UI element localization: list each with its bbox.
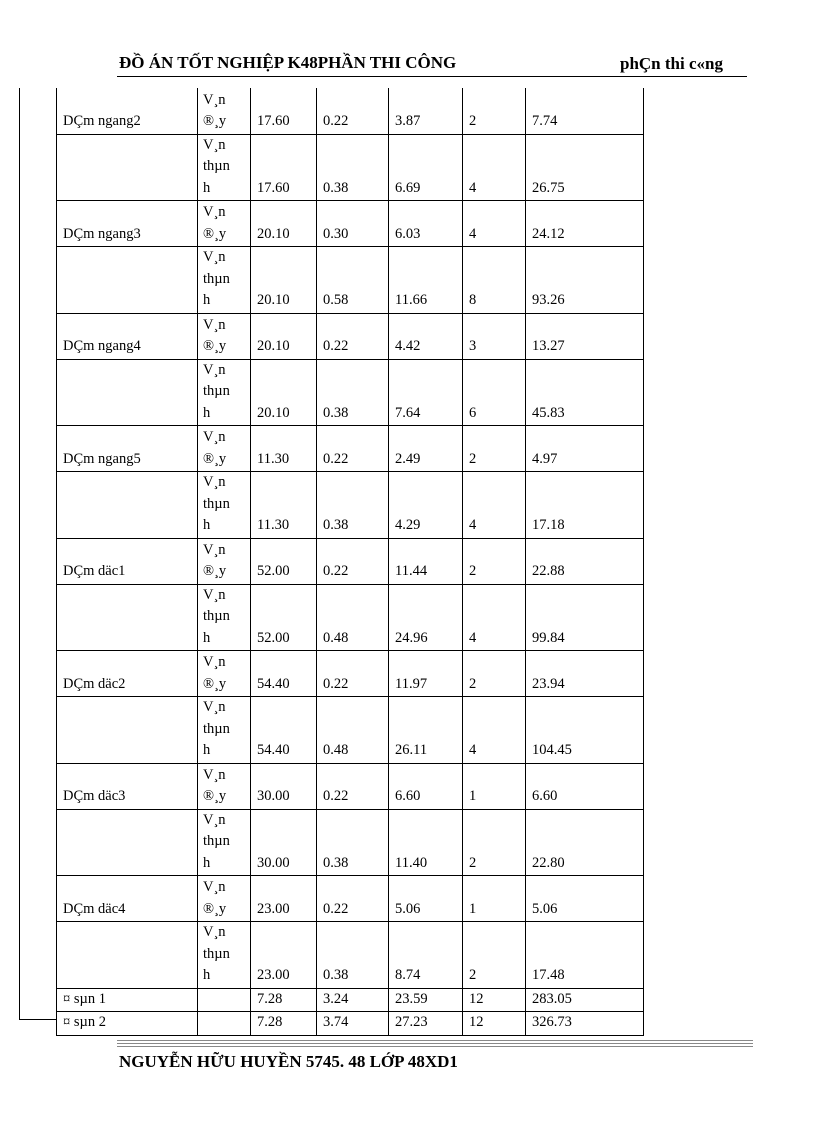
- cell-c5: 13.27: [526, 313, 644, 359]
- cell-element-name: DÇm däc1: [57, 538, 198, 584]
- cell-formwork-type: V¸n thµn h: [198, 134, 251, 201]
- cell-c4: 4: [463, 697, 526, 764]
- cell-c2: 0.38: [317, 359, 389, 426]
- cell-element-name: [57, 359, 198, 426]
- header-rule: [117, 76, 747, 77]
- cell-c2: 0.22: [317, 651, 389, 697]
- cell-c3: 6.69: [389, 134, 463, 201]
- cell-c4: 4: [463, 134, 526, 201]
- footer-rule: [117, 1043, 753, 1044]
- cell-c1: 17.60: [251, 134, 317, 201]
- cell-c1: 20.10: [251, 201, 317, 247]
- cell-c5: 104.45: [526, 697, 644, 764]
- cell-formwork-type: [198, 1012, 251, 1036]
- cell-element-name: DÇm ngang4: [57, 313, 198, 359]
- cell-c5: 22.88: [526, 538, 644, 584]
- cell-element-name: [57, 697, 198, 764]
- cell-c3: 11.40: [389, 809, 463, 876]
- cell-element-name: [57, 922, 198, 989]
- cell-c1: 52.00: [251, 538, 317, 584]
- table-row: [57, 876, 644, 922]
- table-row: [57, 426, 644, 472]
- cell-c5: 99.84: [526, 584, 644, 651]
- cell-formwork-type: V¸n ®¸y: [198, 313, 251, 359]
- cell-c5: 23.94: [526, 651, 644, 697]
- cell-formwork-type: V¸n ®¸y: [198, 426, 251, 472]
- cell-c4: 2: [463, 922, 526, 989]
- cell-c1: 11.30: [251, 472, 317, 539]
- cell-c3: 11.97: [389, 651, 463, 697]
- table-row: [57, 472, 644, 539]
- cell-c5: 17.18: [526, 472, 644, 539]
- cell-element-name: [57, 134, 198, 201]
- cell-c1: 17.60: [251, 88, 317, 134]
- cell-c3: 8.74: [389, 922, 463, 989]
- cell-c5: 326.73: [526, 1012, 644, 1036]
- cell-formwork-type: V¸n thµn h: [198, 922, 251, 989]
- cell-formwork-type: V¸n thµn h: [198, 584, 251, 651]
- cell-c4: 4: [463, 584, 526, 651]
- footer-rule: [117, 1040, 753, 1041]
- cell-element-name: DÇm däc4: [57, 876, 198, 922]
- cell-c4: 4: [463, 472, 526, 539]
- cell-formwork-type: V¸n thµn h: [198, 247, 251, 314]
- cell-element-name: [57, 472, 198, 539]
- cell-c1: 54.40: [251, 651, 317, 697]
- cell-c4: 12: [463, 988, 526, 1012]
- cell-c3: 24.96: [389, 584, 463, 651]
- cell-c4: 6: [463, 359, 526, 426]
- cell-formwork-type: V¸n thµn h: [198, 472, 251, 539]
- cell-c4: 2: [463, 809, 526, 876]
- cell-c5: 22.80: [526, 809, 644, 876]
- cell-element-name: DÇm däc2: [57, 651, 198, 697]
- footer-rule: [117, 1046, 753, 1047]
- cell-c5: 7.74: [526, 88, 644, 134]
- cell-c1: 20.10: [251, 359, 317, 426]
- cell-c4: 1: [463, 763, 526, 809]
- cell-c1: 30.00: [251, 809, 317, 876]
- table-row: [57, 313, 644, 359]
- cell-element-name: [57, 809, 198, 876]
- cell-element-name: DÇm däc3: [57, 763, 198, 809]
- cell-c2: 0.38: [317, 472, 389, 539]
- cell-c2: 0.22: [317, 426, 389, 472]
- cell-c3: 6.60: [389, 763, 463, 809]
- cell-c4: 2: [463, 651, 526, 697]
- table-row: [57, 697, 644, 764]
- table-row: [57, 584, 644, 651]
- cell-c5: 17.48: [526, 922, 644, 989]
- cell-c3: 5.06: [389, 876, 463, 922]
- left-margin-line: [19, 88, 20, 1020]
- cell-c3: 11.44: [389, 538, 463, 584]
- cell-c5: 26.75: [526, 134, 644, 201]
- table-row: [57, 763, 644, 809]
- cell-element-name: [57, 584, 198, 651]
- cell-c2: 0.22: [317, 763, 389, 809]
- table-row: [57, 359, 644, 426]
- left-margin-foot: [19, 1019, 56, 1020]
- cell-c2: 0.22: [317, 88, 389, 134]
- cell-c1: 7.28: [251, 988, 317, 1012]
- cell-c2: 0.38: [317, 134, 389, 201]
- cell-formwork-type: V¸n thµn h: [198, 697, 251, 764]
- cell-c3: 2.49: [389, 426, 463, 472]
- cell-formwork-type: V¸n ®¸y: [198, 876, 251, 922]
- cell-c3: 26.11: [389, 697, 463, 764]
- cell-c2: 0.30: [317, 201, 389, 247]
- cell-c3: 6.03: [389, 201, 463, 247]
- cell-c2: 0.22: [317, 876, 389, 922]
- cell-formwork-type: V¸n ®¸y: [198, 201, 251, 247]
- cell-c3: 11.66: [389, 247, 463, 314]
- cell-c5: 4.97: [526, 426, 644, 472]
- cell-c1: 20.10: [251, 313, 317, 359]
- cell-element-name: [57, 247, 198, 314]
- cell-element-name: DÇm ngang2: [57, 88, 198, 134]
- table-row: [57, 988, 644, 1012]
- cell-c3: 27.23: [389, 1012, 463, 1036]
- cell-c4: 8: [463, 247, 526, 314]
- footer-text: NGUYỄN HỮU HUYỀN 5745. 48 LỚP 48XD1: [119, 1052, 458, 1071]
- table-row: [57, 88, 644, 134]
- cell-c4: 3: [463, 313, 526, 359]
- cell-c2: 0.48: [317, 584, 389, 651]
- cell-formwork-type: V¸n ®¸y: [198, 88, 251, 134]
- cell-formwork-type: V¸n thµn h: [198, 359, 251, 426]
- cell-c1: 52.00: [251, 584, 317, 651]
- cell-c1: 23.00: [251, 922, 317, 989]
- table-row: [57, 809, 644, 876]
- cell-c4: 12: [463, 1012, 526, 1036]
- table-row: [57, 247, 644, 314]
- cell-c4: 4: [463, 201, 526, 247]
- cell-c1: 7.28: [251, 1012, 317, 1036]
- table-row: [57, 134, 644, 201]
- cell-c3: 23.59: [389, 988, 463, 1012]
- cell-c2: 0.58: [317, 247, 389, 314]
- cell-c1: 11.30: [251, 426, 317, 472]
- cell-formwork-type: V¸n ®¸y: [198, 763, 251, 809]
- cell-formwork-type: V¸n ®¸y: [198, 538, 251, 584]
- cell-c2: 3.74: [317, 1012, 389, 1036]
- cell-element-name: DÇm ngang5: [57, 426, 198, 472]
- cell-c2: 3.24: [317, 988, 389, 1012]
- formwork-table: [56, 88, 644, 1036]
- cell-c2: 0.22: [317, 538, 389, 584]
- header-title: ĐỒ ÁN TỐT NGHIỆP K48PHẦN THI CÔNG: [119, 53, 457, 72]
- table-row: [57, 651, 644, 697]
- cell-c3: 7.64: [389, 359, 463, 426]
- cell-c1: 23.00: [251, 876, 317, 922]
- cell-c1: 30.00: [251, 763, 317, 809]
- table-row: [57, 1012, 644, 1036]
- cell-c2: 0.38: [317, 922, 389, 989]
- cell-c4: 2: [463, 426, 526, 472]
- cell-c4: 1: [463, 876, 526, 922]
- cell-c4: 2: [463, 88, 526, 134]
- cell-c1: 54.40: [251, 697, 317, 764]
- cell-formwork-type: V¸n thµn h: [198, 809, 251, 876]
- cell-c2: 0.22: [317, 313, 389, 359]
- cell-element-name: ¤ sµn 1: [57, 988, 198, 1012]
- cell-c5: 283.05: [526, 988, 644, 1012]
- cell-element-name: ¤ sµn 2: [57, 1012, 198, 1036]
- table-row: [57, 922, 644, 989]
- cell-c5: 5.06: [526, 876, 644, 922]
- cell-c3: 3.87: [389, 88, 463, 134]
- cell-c2: 0.48: [317, 697, 389, 764]
- cell-c3: 4.42: [389, 313, 463, 359]
- cell-element-name: DÇm ngang3: [57, 201, 198, 247]
- cell-formwork-type: [198, 988, 251, 1012]
- table-row: [57, 538, 644, 584]
- cell-c3: 4.29: [389, 472, 463, 539]
- cell-c5: 45.83: [526, 359, 644, 426]
- cell-c5: 6.60: [526, 763, 644, 809]
- cell-c5: 93.26: [526, 247, 644, 314]
- header-section: phÇn thi c«ng: [620, 54, 723, 73]
- cell-c5: 24.12: [526, 201, 644, 247]
- cell-c2: 0.38: [317, 809, 389, 876]
- table-row: [57, 201, 644, 247]
- cell-formwork-type: V¸n ®¸y: [198, 651, 251, 697]
- cell-c1: 20.10: [251, 247, 317, 314]
- cell-c4: 2: [463, 538, 526, 584]
